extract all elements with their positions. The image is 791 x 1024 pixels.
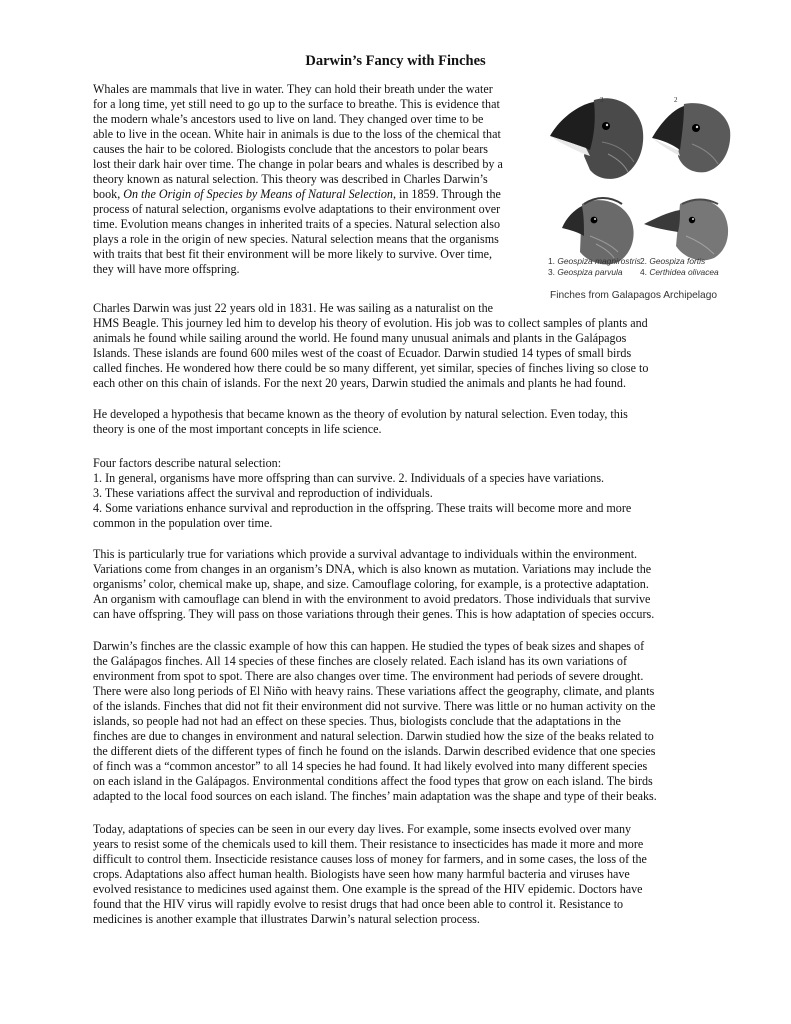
legend-item-1: 1. Geospiza magnirostris — [548, 256, 641, 266]
text-line: with traits that best fit their environment will be more likely to survive. Over time, — [93, 247, 493, 261]
paragraph-four-factors — [93, 456, 705, 531]
text-line: Today, adaptations of species can be seen in our every day lives. For example, some insects evolved over many — [93, 822, 632, 836]
text-line: on each island in the Galápagos. Environmental conditions affect the food types that grow on each island. The birds — [93, 774, 653, 788]
text-line: difficult to control them. Insecticide resistance causes loss of money for farmers, and in some cases, the loss of the — [93, 852, 647, 866]
text-line: able to live in the ocean. White hair in animals is due to the loss of the chemical that — [93, 127, 501, 141]
paragraph-darwins-finches — [93, 639, 705, 804]
text-line: can have offspring. They will pass on those variations through their genes. This is how adaptation of species occurs. — [93, 607, 655, 621]
text-line: Islands. These islands are found 600 miles west of the coast of Ecuador. Darwin studied 14 types of small birds — [93, 346, 632, 360]
text-line: the Galápagos finches. All 14 species of these finches are closely related. Each island has its own variations of — [93, 654, 627, 668]
text-line: organisms’ color, chemical make up, shape, and size. Camouflage coloring, for example, is a protective adaptation. — [93, 577, 649, 591]
text-line: animals he found while sailing around the world. He found many unusual animals and plants in the Galápagos — [93, 331, 627, 345]
text-line: Variations come from changes in an organism’s DNA, which is also known as mutation. Variations may include the — [93, 562, 652, 576]
text-line: process of natural selection, organisms evolve adaptations to their environment over — [93, 202, 501, 216]
text-line: This is particularly true for variations which provide a survival advantage to individuals within the environment. — [93, 547, 638, 561]
book-title: On the Origin of Species by Means of Natural Selection — [123, 187, 393, 201]
text-line: environment from spot to spot. There are also changes over time. The environment had periods of severe drought. — [93, 669, 644, 683]
text-line: each other on this chain of islands. For the next 20 years, Darwin studied the animals and plants he had found. — [93, 376, 627, 390]
page-title: Darwin’s Fancy with Finches — [305, 53, 486, 69]
figure-caption: Finches from Galapagos Archipelago — [550, 290, 718, 301]
text-line: Darwin’s finches are the classic example of how this can happen. He studied the types of beak sizes and shapes of — [93, 639, 645, 653]
text-line-book — [93, 187, 533, 202]
text-line: 4. Some variations enhance survival and reproduction in the offspring. These traits will become more and more — [93, 501, 632, 515]
book-prefix: book, — [93, 187, 124, 201]
text-line: Four factors describe natural selection: — [93, 456, 282, 470]
book-suffix: , in 1859. Through the — [392, 187, 501, 201]
finch-head-4 — [644, 199, 728, 260]
finch-heads-illustration-icon — [544, 92, 734, 277]
text-line: for a long time, yet still need to go up to the surface to breathe. This is evidence that — [93, 97, 500, 111]
finch-figure — [544, 92, 734, 304]
text-line: medicines is another example that illustrates Darwin’s natural selection process. — [93, 912, 480, 926]
text-line: He developed a hypothesis that became known as the theory of evolution by natural selection. Even today, this — [93, 407, 628, 421]
text-line: 3. These variations affect the survival and reproduction of individuals. — [93, 486, 433, 500]
text-line: the modern whale’s ancestors used to live on land. They changed over time to be — [93, 112, 484, 126]
text-line: Charles Darwin was just 22 years old in 1831. He was sailing as a naturalist on the — [93, 301, 494, 315]
text-line: of finch was a “common ancestor” to all 14 species he had found. It had likely evolved into many different species — [93, 759, 648, 773]
text-line: plays a role in the origin of new species. Natural selection means that the organisms — [93, 232, 499, 246]
legend-item-3: 3. Geospiza parvula — [548, 267, 623, 277]
text-line: the different diets of the different types of finch he found on the islands. Darwin described evidence that one species — [93, 744, 656, 758]
paragraph-variations — [93, 547, 705, 622]
text-line: islands, so people had not had an effect on these species. Thus, biologists conclude that the adaptations in the — [93, 714, 621, 728]
text-line: There were also long periods of El Niño with heavy rains. These variations affect the geography, climate, and plants — [93, 684, 655, 698]
text-line: theory known as natural selection. This theory was described in Charles Darwin’s — [93, 172, 488, 186]
text-line: common in the population over time. — [93, 516, 273, 530]
text-line: Whales are mammals that live in water. They can hold their breath under the water — [93, 82, 493, 96]
finch-head-2 — [652, 103, 730, 172]
text-line: finches are due to changes in environment and natural selection. Darwin studied how the size of the beaks related to — [93, 729, 654, 743]
paragraph-hypothesis — [93, 407, 705, 437]
text-line: found that the HIV virus will rapidly evolve to resist drugs that had once been able to control it. Resistance to — [93, 897, 624, 911]
text-line: adapted to the local food sources on each island. The finches’ main adaptation was the shape and type of their beaks. — [93, 789, 657, 803]
legend-item-2: 2. Geospiza fortis — [640, 256, 706, 266]
text-line: 1. In general, organisms have more offspring than can survive. 2. Individuals of a species have variations. — [93, 471, 605, 485]
finch-number-2: 2 — [674, 96, 678, 104]
text-line: time. Evolution means changes in inherited traits of a species. Natural selection also — [93, 217, 501, 231]
text-line: causes the hair to be colored. Biologists conclude that the ancestors to polar bears — [93, 142, 488, 156]
text-line: evolved resistance to medicines used against them. One example is the spread of the HIV epidemic. Doctors have — [93, 882, 643, 896]
text-line: crops. Adaptations also affect human health. Biologists have seen how many harmful bacteria and viruses have — [93, 867, 630, 881]
paragraph-whales — [93, 82, 533, 277]
text-line: theory is one of the most important concepts in life science. — [93, 422, 382, 436]
text-line: HMS Beagle. This journey led him to develop his theory of evolution. His job was to collect samples of plants and — [93, 316, 648, 330]
text-line: of the islands. Finches that did not fit their environment did not survive. There was little or no human activity on the — [93, 699, 656, 713]
legend-item-4: 4. Certhidea olivacea — [640, 267, 719, 277]
finch-head-3 — [562, 198, 634, 264]
text-line: called finches. He wondered how there could be so many different, yet similar, species of finches living so close to — [93, 361, 649, 375]
paragraph-darwin-beagle — [93, 301, 705, 391]
text-line: they will have more offspring. — [93, 262, 240, 276]
finch-head-1 — [550, 98, 643, 179]
paragraph-adaptations-today — [93, 822, 705, 927]
text-line: lost their dark hair over time. The change in polar bears and whales is described by a — [93, 157, 503, 171]
text-line: years to resist some of the chemicals used to kill them. Their resistance to insecticides has made it more and more — [93, 837, 644, 851]
text-line: An organism with camouflage can blend in with the environment to avoid predators. Those individuals that survive — [93, 592, 651, 606]
finch-number-3: 3 — [600, 96, 604, 104]
